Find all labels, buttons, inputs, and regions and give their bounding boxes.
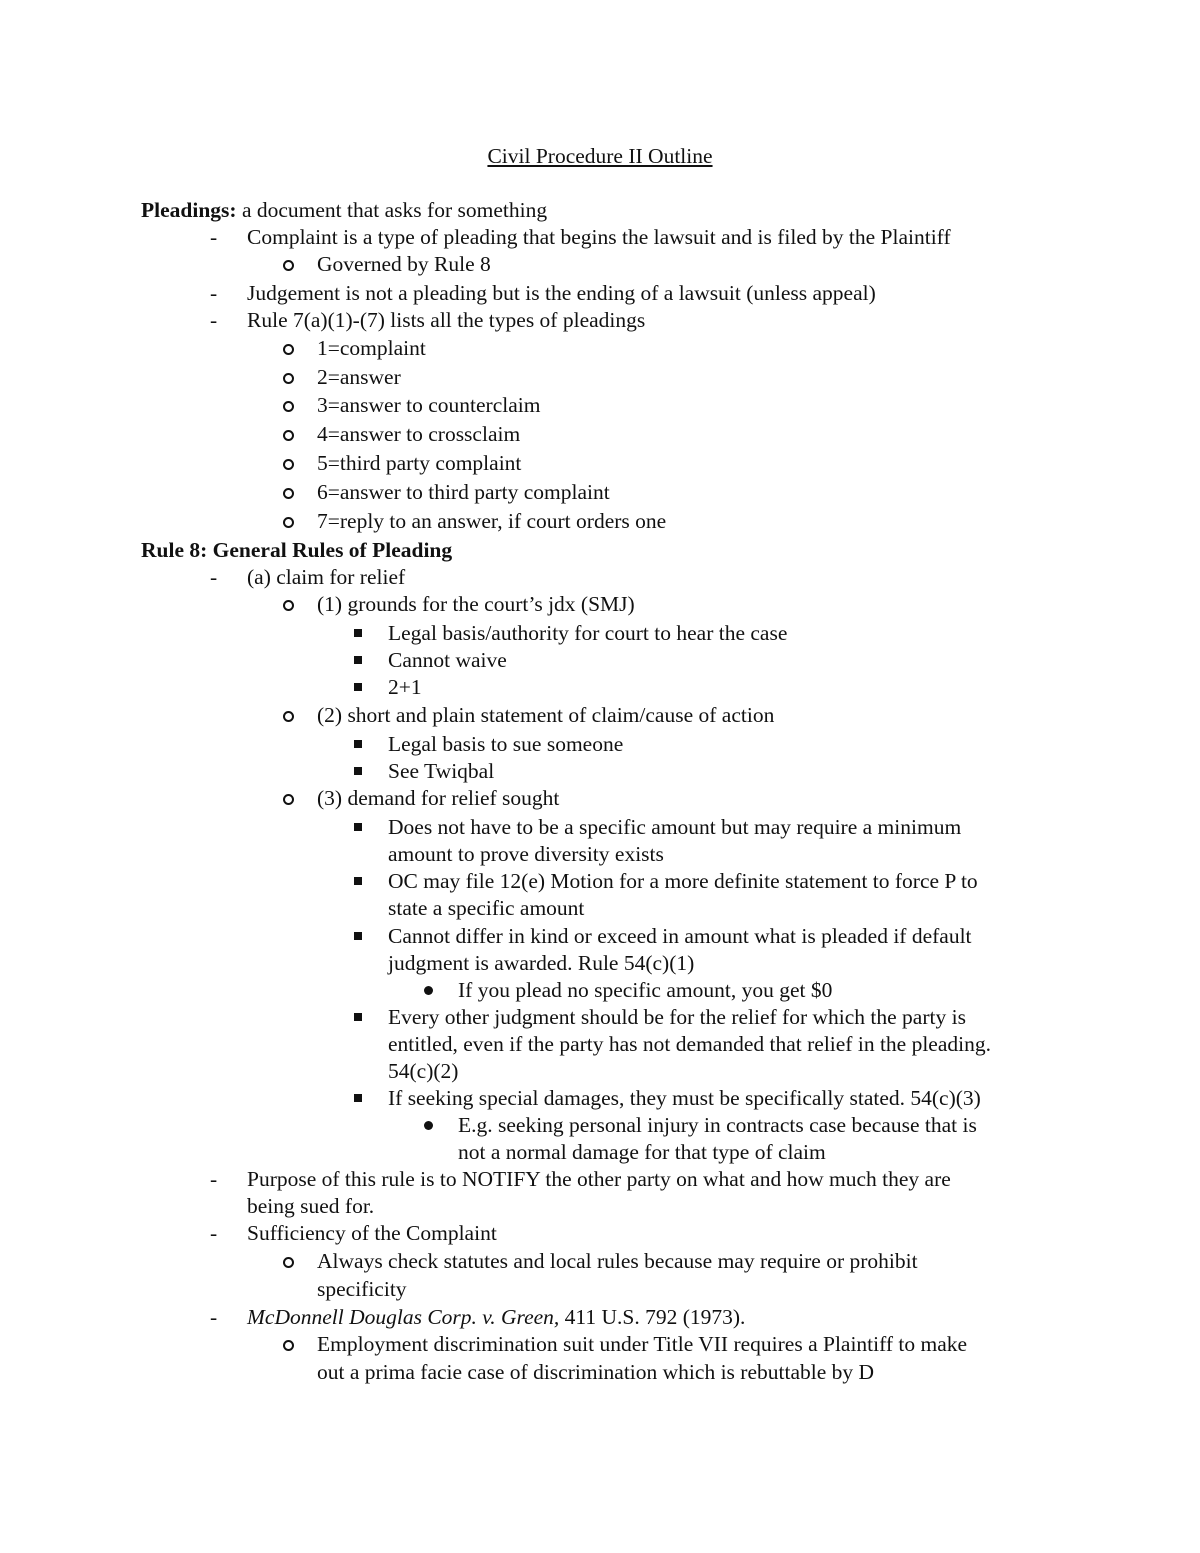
line-text: entitled, even if the party has not demanded that relief in the pleading. <box>388 1032 991 1056</box>
outline-line <box>0 674 1200 701</box>
outline-line <box>0 841 1200 868</box>
dash-bullet-icon: - <box>210 1221 218 1245</box>
outline-line <box>0 1359 1200 1386</box>
outline-line <box>0 479 1200 506</box>
square-bullet-icon <box>354 740 362 748</box>
heading-definition: a document that asks for something <box>236 198 548 222</box>
line-text: Purpose of this rule is to NOTIFY the other party on what and how much they are <box>247 1167 951 1191</box>
square-bullet-icon <box>354 877 362 885</box>
outline-line <box>0 1112 1200 1139</box>
outline-line <box>0 1166 1200 1193</box>
outline-line <box>0 895 1200 922</box>
hollow-circle-bullet-icon <box>283 600 294 611</box>
line-text: judgment is awarded. Rule 54(c)(1) <box>388 951 695 975</box>
outline-line <box>0 364 1200 391</box>
hollow-circle-bullet-icon <box>283 1340 294 1351</box>
outline-line <box>0 758 1200 785</box>
line-text: (2) short and plain statement of claim/cause of action <box>317 703 775 727</box>
outline-line <box>0 1058 1200 1085</box>
line-text: Cannot waive <box>388 648 507 672</box>
outline-line <box>0 977 1200 1004</box>
section-heading <box>0 537 1200 564</box>
line-text: Legal basis/authority for court to hear the case <box>388 621 788 645</box>
outline-line <box>0 1004 1200 1031</box>
square-bullet-icon <box>354 823 362 831</box>
case-citation: 411 U.S. 792 (1973). <box>559 1305 746 1329</box>
document-title: Civil Procedure II Outline <box>487 144 713 168</box>
hollow-circle-bullet-icon <box>283 711 294 722</box>
line-text: Sufficiency of the Complaint <box>247 1221 497 1245</box>
line-text: If you plead no specific amount, you get $0 <box>458 978 833 1002</box>
line-text: 2=answer <box>317 365 401 389</box>
line-text: Always check statutes and local rules because may require or prohibit <box>317 1249 918 1273</box>
line-text: Legal basis to sue someone <box>388 732 624 756</box>
outline-line <box>0 1304 1200 1331</box>
square-bullet-icon <box>354 1094 362 1102</box>
hollow-circle-bullet-icon <box>283 344 294 355</box>
square-bullet-icon <box>354 629 362 637</box>
line-text: Rule 7(a)(1)-(7) lists all the types of pleadings <box>247 308 646 332</box>
line-text: Cannot differ in kind or exceed in amount what is pleaded if default <box>388 924 972 948</box>
outline-line <box>0 1248 1200 1275</box>
outline-line <box>0 950 1200 977</box>
section-heading <box>0 197 1200 224</box>
outline-line <box>0 1085 1200 1112</box>
outline-line <box>0 508 1200 535</box>
outline-line <box>0 868 1200 895</box>
heading-label: Rule 8: General Rules of Pleading <box>141 538 453 562</box>
outline-line <box>0 814 1200 841</box>
line-text: being sued for. <box>247 1194 375 1218</box>
hollow-circle-bullet-icon <box>283 373 294 384</box>
filled-dot-bullet-icon <box>424 1121 433 1130</box>
line-text: OC may file 12(e) Motion for a more definite statement to force P to <box>388 869 978 893</box>
outline-line <box>0 335 1200 362</box>
square-bullet-icon <box>354 767 362 775</box>
hollow-circle-bullet-icon <box>283 401 294 412</box>
line-text: Judgement is not a pleading but is the ending of a lawsuit (unless appeal) <box>247 281 876 305</box>
line-text: (a) claim for relief <box>247 565 406 589</box>
hollow-circle-bullet-icon <box>283 1257 294 1268</box>
line-text: amount to prove diversity exists <box>388 842 664 866</box>
outline-line <box>0 1220 1200 1247</box>
outline-line <box>0 564 1200 591</box>
outline-line <box>0 1193 1200 1220</box>
outline-line <box>0 1276 1200 1303</box>
outline-line <box>0 702 1200 729</box>
line-text: 7=reply to an answer, if court orders one <box>317 509 667 533</box>
line-text: out a prima facie case of discrimination which is rebuttable by D <box>317 1360 875 1384</box>
dash-bullet-icon: - <box>210 308 218 332</box>
square-bullet-icon <box>354 656 362 664</box>
outline-line <box>0 307 1200 334</box>
dash-bullet-icon: - <box>210 1167 218 1191</box>
square-bullet-icon <box>354 1013 362 1021</box>
outline-line <box>0 392 1200 419</box>
heading-label: Pleadings: <box>141 198 237 222</box>
line-text: 2+1 <box>388 675 422 699</box>
square-bullet-icon <box>354 932 362 940</box>
line-text: (3) demand for relief sought <box>317 786 560 810</box>
line-text: 54(c)(2) <box>388 1059 459 1083</box>
outline-line <box>0 421 1200 448</box>
line-text: 4=answer to crossclaim <box>317 422 521 446</box>
line-text: state a specific amount <box>388 896 585 920</box>
line-text: See Twiqbal <box>388 759 495 783</box>
outline-line <box>0 620 1200 647</box>
line-text: Complaint is a type of pleading that begins the lawsuit and is filed by the Plaintiff <box>247 225 951 249</box>
outline-line <box>0 731 1200 758</box>
outline-line <box>0 647 1200 674</box>
line-text: not a normal damage for that type of claim <box>458 1140 826 1164</box>
line-text: Governed by Rule 8 <box>317 252 491 276</box>
outline-line <box>0 1031 1200 1058</box>
hollow-circle-bullet-icon <box>283 794 294 805</box>
outline-line <box>0 224 1200 251</box>
hollow-circle-bullet-icon <box>283 260 294 271</box>
square-bullet-icon <box>354 683 362 691</box>
line-text: 6=answer to third party complaint <box>317 480 610 504</box>
line-text <box>141 537 452 564</box>
line-text: 1=complaint <box>317 336 426 360</box>
line-text: Every other judgment should be for the relief for which the party is <box>388 1005 966 1029</box>
outline-line <box>0 280 1200 307</box>
outline-line <box>0 923 1200 950</box>
line-text: E.g. seeking personal injury in contracts case because that is <box>458 1113 977 1137</box>
outline-line <box>0 251 1200 278</box>
hollow-circle-bullet-icon <box>283 488 294 499</box>
outline-line <box>0 785 1200 812</box>
dash-bullet-icon: - <box>210 281 218 305</box>
hollow-circle-bullet-icon <box>283 459 294 470</box>
dash-bullet-icon: - <box>210 1305 218 1329</box>
line-text: Employment discrimination suit under Title VII requires a Plaintiff to make <box>317 1332 968 1356</box>
line-text: (1) grounds for the court’s jdx (SMJ) <box>317 592 635 616</box>
line-text: 5=third party complaint <box>317 451 522 475</box>
line-text: Does not have to be a specific amount but may require a minimum <box>388 815 962 839</box>
line-text <box>247 1304 745 1331</box>
outline-line <box>0 1139 1200 1166</box>
dash-bullet-icon: - <box>210 225 218 249</box>
hollow-circle-bullet-icon <box>283 430 294 441</box>
line-text: specificity <box>317 1277 407 1301</box>
line-text: If seeking special damages, they must be specifically stated. 54(c)(3) <box>388 1086 981 1110</box>
hollow-circle-bullet-icon <box>283 517 294 528</box>
filled-dot-bullet-icon <box>424 986 433 995</box>
outline-line <box>0 450 1200 477</box>
dash-bullet-icon: - <box>210 565 218 589</box>
outline-line <box>0 591 1200 618</box>
line-text <box>141 197 547 224</box>
case-name: McDonnell Douglas Corp. v. Green, <box>247 1305 560 1329</box>
line-text: 3=answer to counterclaim <box>317 393 541 417</box>
outline-line <box>0 1331 1200 1358</box>
